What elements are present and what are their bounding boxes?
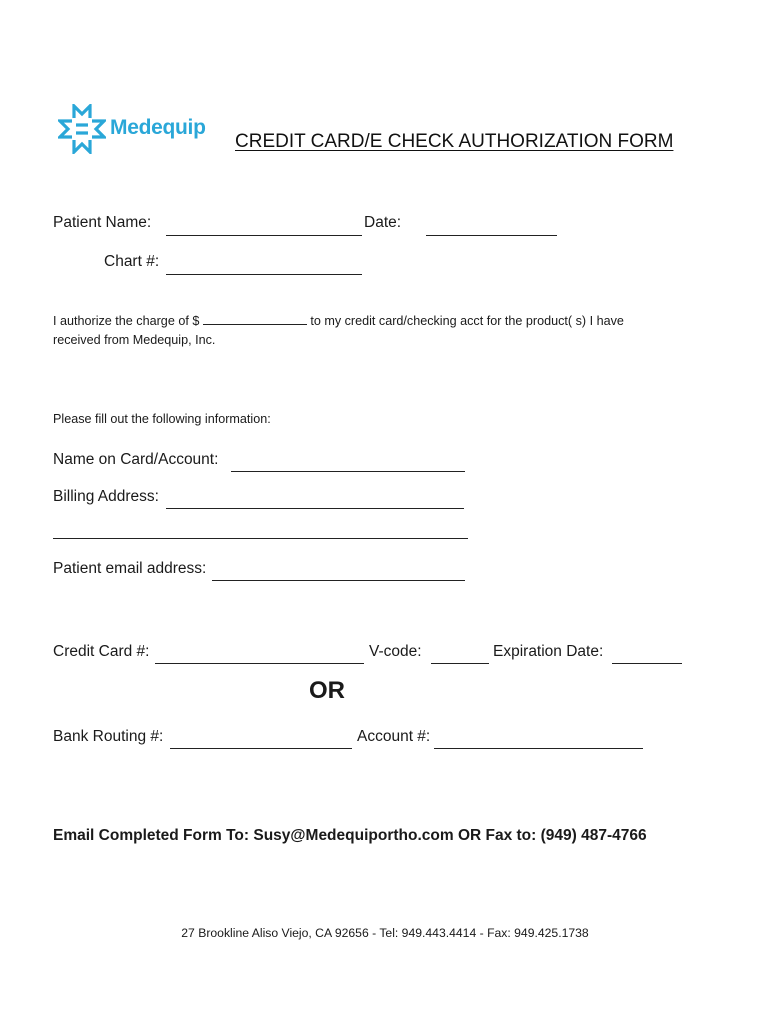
expiration-date-label: Expiration Date: — [493, 643, 604, 660]
chart-number-field[interactable] — [166, 260, 362, 280]
account-number-field[interactable] — [434, 734, 643, 754]
or-separator: OR — [309, 677, 345, 704]
date-label: Date: — [364, 214, 402, 231]
patient-name-label: Patient Name: — [53, 214, 152, 231]
credit-card-field[interactable] — [155, 649, 364, 669]
credit-card-label: Credit Card #: — [53, 643, 150, 660]
bank-routing-field[interactable] — [170, 734, 352, 754]
patient-email-label: Patient email address: — [53, 560, 207, 577]
account-number-label: Account #: — [357, 728, 431, 745]
name-on-card-field[interactable] — [231, 457, 465, 477]
date-field[interactable] — [426, 221, 557, 241]
patient-name-field[interactable] — [166, 221, 362, 241]
patient-email-field[interactable] — [212, 566, 465, 586]
form-title: CREDIT CARD/E CHECK AUTHORIZATION FORM — [235, 131, 674, 152]
billing-address-field[interactable] — [166, 494, 464, 514]
billing-address-field-line-2[interactable] — [53, 524, 468, 544]
authorization-text-part-1: I authorize the charge of $ — [53, 314, 200, 328]
authorization-text-part-2: to my credit card/checking acct for the product( s) I have — [310, 314, 624, 328]
authorization-text-line-2: received from Medequip, Inc. — [53, 333, 216, 347]
medequip-logo — [58, 104, 208, 154]
vcode-field[interactable] — [431, 649, 489, 669]
billing-address-label: Billing Address: — [53, 488, 159, 505]
logo-brand-text: Medequip — [110, 116, 206, 139]
authorization-text-line-1 — [53, 313, 624, 328]
bank-routing-label: Bank Routing #: — [53, 728, 164, 745]
chart-number-label: Chart #: — [104, 253, 160, 270]
expiration-date-field[interactable] — [612, 649, 682, 669]
medequip-cross-icon — [58, 104, 106, 154]
vcode-label: V-code: — [369, 643, 422, 660]
footer-address: 27 Brookline Aliso Viejo, CA 92656 - Tel: 949.443.4414 - Fax: 949.425.1738 — [181, 926, 589, 940]
name-on-card-label: Name on Card/Account: — [53, 451, 219, 468]
email-instruction: Email Completed Form To: Susy@Medequiportho.com OR Fax to: (949) 487-4766 — [53, 827, 647, 844]
charge-amount-field[interactable] — [203, 313, 307, 325]
instructions-text: Please fill out the following information: — [53, 412, 271, 426]
